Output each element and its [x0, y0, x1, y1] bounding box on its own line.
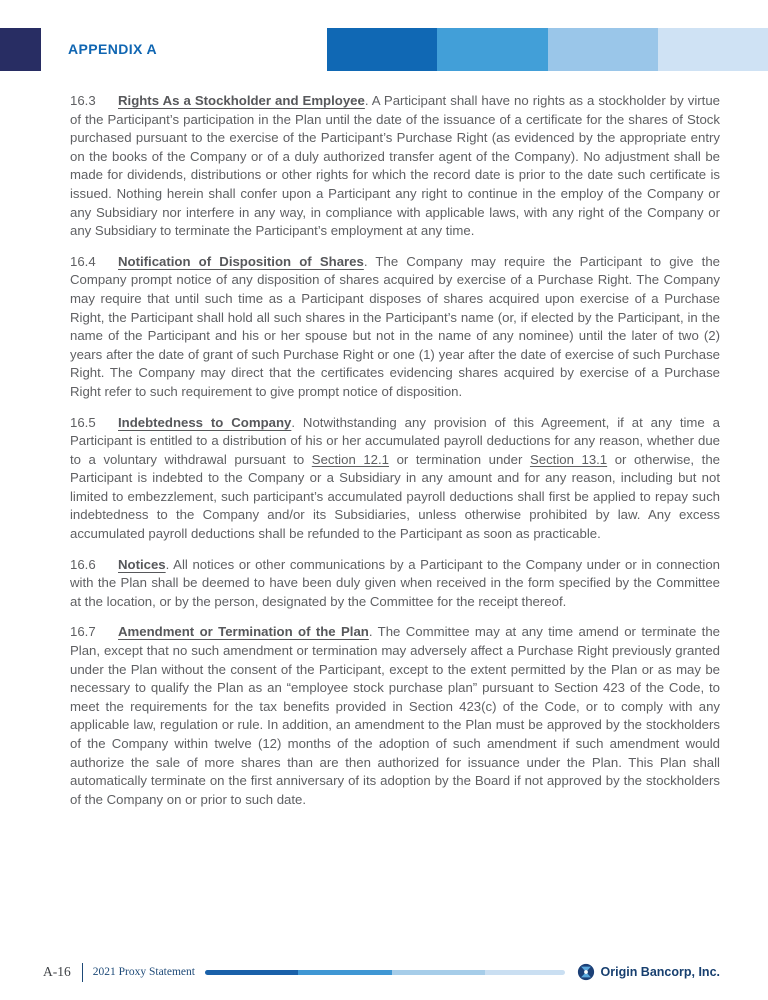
- section-body-text: or termination under: [389, 451, 530, 467]
- section-16-3: [70, 92, 720, 241]
- footer-accent-bar: [205, 970, 565, 975]
- origin-bancorp-logo-icon: [577, 963, 595, 981]
- section-16-7: [70, 623, 720, 809]
- section-number: 16.6: [70, 556, 96, 572]
- appendix-title: APPENDIX A: [68, 41, 158, 57]
- section-heading: Notices: [118, 556, 166, 572]
- footer-document-title: 2021 Proxy Statement: [92, 966, 195, 978]
- section-body-text: . The Company may require the Participant to give the Company prompt notice of any disposition of shares acquired by exercise of a Purchase Right. The Company may require that until such time as a Participant disposes of shares acquired upon exercise of a Purchase Right, the Participant shall hold all such shares in the Participant’s name (or, if elected by the Participant, in the name of the Participant and his or her spouse but not in the name of any nominee) until the later of two (2) years after the date of grant of such Purchase Right or one (1) year after the date of exercise of such Purchase Right. The Company may direct that the certificates evidencing shares acquired by exercise of a Purchase Right refer to such requirement to give prompt notice of disposition.: [70, 253, 720, 399]
- header-bar-segment-3: [548, 28, 658, 71]
- section-number: 16.3: [70, 93, 96, 108]
- footer-bar-segment-4: [485, 970, 564, 975]
- document-body: [70, 92, 720, 821]
- footer-company-name: Origin Bancorp, Inc.: [600, 965, 720, 979]
- section-heading: Indebtedness to Company: [118, 414, 292, 430]
- footer-bar-segment-1: [205, 970, 298, 975]
- header-bar-segment-4: [658, 28, 768, 71]
- section-number: 16.5: [70, 414, 96, 430]
- section-heading: Notification of Disposition of Shares: [118, 253, 364, 269]
- section-body-text: . All notices or other communications by a Participant to the Company under or in connection with the Plan shall be deemed to have been duly given when received in the form specified by the Committee at the location, or by the person, designated by the Committee for the receipt thereof.: [70, 556, 720, 609]
- header-accent-bar: [327, 28, 768, 71]
- section-number: 16.7: [70, 624, 96, 640]
- section-16-6: [70, 556, 720, 612]
- section-16-5: [70, 414, 720, 544]
- section-16-4: [70, 253, 720, 402]
- footer-bar-segment-2: [298, 970, 391, 975]
- footer-divider: [82, 963, 83, 982]
- section-body-text: . Notwithstanding any provision of this Agreement, if at any time a Participant is entitled to a distribution of his or her accumulated payroll deductions for any reason, whether due to a voluntary withdrawal pursuant to: [70, 414, 720, 467]
- section-body-text: . The Committee may at any time amend or terminate the Plan, except that no such amendment or termination may adversely affect a Purchase Right previously granted under the Plan without the consent of the Participant, except to the extent permitted by the Plan or as may be necessary to qualify the Plan as an “employee stock purchase plan” pursuant to Section 423 of the Code, to meet the requirements for the tax benefits provided in Section 423(c) of the Code, or to comply with any applicable law, regulation or rule. In addition, an amendment to the Plan must be approved by the stockholders of the Company within twelve (12) months of the adoption of such amendment if such amendment would authorize the sale of more shares than are then authorized for issuance under the Plan. This Plan shall automatically terminate on the first anniversary of its adoption by the Board if not approved by the stockholders of the Company on or prior to such date.: [70, 624, 720, 807]
- header-navy-square: [0, 28, 41, 71]
- section-heading: Amendment or Termination of the Plan: [118, 624, 369, 640]
- footer-bar-segment-3: [392, 970, 485, 975]
- section-12-1-reference[interactable]: Section 12.1: [311, 451, 390, 467]
- section-13-1-reference[interactable]: Section 13.1: [529, 451, 608, 467]
- header-bar-segment-2: [437, 28, 547, 71]
- page-footer: [43, 961, 720, 983]
- header-bar-segment-1: [327, 28, 437, 71]
- section-number: 16.4: [70, 253, 96, 269]
- page-number: A-16: [43, 964, 71, 979]
- section-body-text: or otherwise, the Participant is indebted to the Company or a Subsidiary in any amount and for any reason, including but not limited to embezzlement, such participant’s accumulated payroll deductions shall first be applied to repay such indebtedness to the Company and/or its Subsidiaries, unless otherwise prohibited by law. Any excess accumulated payroll deductions shall be refunded to the Participant as soon as practicable.: [70, 451, 720, 542]
- section-body-text: . A Participant shall have no rights as a stockholder by virtue of the Participant’s participation in the Plan until the date of the issuance of a certificate for the shares of Stock purchased pursuant to the exercise of the Participant’s Purchase Right (as evidenced by the appropriate entry on the books of the Company or of a duly authorized transfer agent of the Company). No adjustment shall be made for dividends, distributions or other rights for which the record date is prior to the date such certificate is issued. Nothing herein shall confer upon a Participant any right to continue in the employ of the Company or any Subsidiary nor interfere in any way, in compliance with applicable laws, with any right of the Company or any Subsidiary to terminate the Participant’s employment at any time.: [70, 93, 721, 239]
- section-heading: Rights As a Stockholder and Employee: [118, 93, 365, 108]
